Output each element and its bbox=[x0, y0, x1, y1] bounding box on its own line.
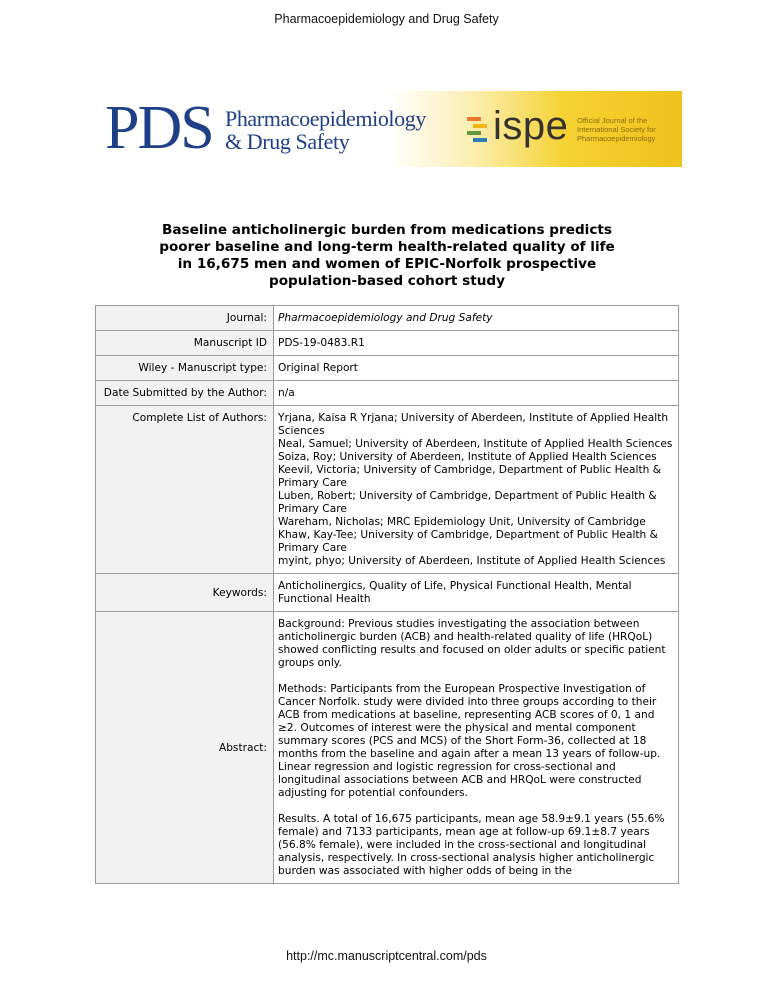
ispe-tagline bbox=[577, 116, 681, 143]
journal-value: Pharmacoepidemiology and Drug Safety bbox=[274, 306, 679, 331]
abstract-body bbox=[274, 612, 679, 884]
title-line: Baseline anticholinergic burden from medications predicts bbox=[161, 222, 612, 238]
ispe-tagline-line: Official Journal of the bbox=[577, 116, 648, 125]
abstract-background: Background: Previous studies investigating the association between anticholinergic burden (ACB) and health-related quality of life (HRQoL) showed conflicting results and focused on older adults or specific patient groups only. bbox=[278, 618, 666, 669]
author-entry: Wareham, Nicholas; MRC Epidemiology Unit, University of Cambridge bbox=[278, 516, 646, 528]
manuscript-id-label: Manuscript ID bbox=[96, 331, 274, 356]
abstract-methods: Methods: Participants from the European Prospective Investigation of Cancer Norfolk. study were divided into three groups according to their ACB from medications at baseline, representing ACB scores of 0, 1 and ≥2. Outcomes of interest were the physical and mental component summary scores (PCS and MCS) of the Short Form-36, collected at 18 months from the baseline and again after a mean 13 years of follow-up. Linear regression and logistic regression for cross-sectional and longitudinal associations between ACB and HRQoL were constructed adjusting for potential confounders. bbox=[278, 683, 661, 799]
author-entry: myint, phyo; University of Aberdeen, Institute of Applied Health Sciences bbox=[278, 555, 666, 567]
author-entry: Soiza, Roy; University of Aberdeen, Institute of Applied Health Sciences bbox=[278, 451, 657, 463]
journal-name bbox=[225, 107, 426, 153]
abstract-results: Results. A total of 16,675 participants, mean age 58.9±9.1 years (55.6% female) and 7133 participants, mean age at follow-up 69.1±8.7 years (56.8% female), were included in the cross-sectional and longitudinal analysis, respectively. In cross-sectional analysis higher anticholinergic burden was associated with higher odds of being in the bbox=[278, 813, 665, 877]
author-entry: Keevil, Victoria; University of Cambridge, Department of Public Health & Primary Care bbox=[278, 464, 661, 489]
ispe-tagline-line: Pharmacoepidemiology bbox=[577, 134, 656, 143]
manuscript-metadata-table bbox=[95, 305, 679, 884]
keywords-row bbox=[96, 574, 679, 612]
keywords-label: Keywords: bbox=[96, 574, 274, 612]
title-line: in 16,675 men and women of EPIC-Norfolk prospective bbox=[177, 256, 597, 272]
journal-row bbox=[96, 306, 679, 331]
author-entry: Neal, Samuel; University of Aberdeen, Institute of Applied Health Sciences bbox=[278, 438, 673, 450]
ispe-logo: ispe bbox=[493, 104, 569, 148]
date-submitted-value: n/a bbox=[274, 381, 679, 406]
authors-row bbox=[96, 406, 679, 574]
journal-banner bbox=[95, 91, 682, 167]
date-submitted-row bbox=[96, 381, 679, 406]
authors-label: Complete List of Authors: bbox=[96, 406, 274, 574]
author-entry: Luben, Robert; University of Cambridge, Department of Public Health & Primary Care bbox=[278, 490, 657, 515]
journal-label: Journal: bbox=[96, 306, 274, 331]
journal-name-line1: Pharmacoepidemiology bbox=[225, 106, 426, 131]
running-head: Pharmacoepidemiology and Drug Safety bbox=[274, 12, 499, 26]
pds-logo: PDS bbox=[105, 94, 213, 162]
manuscript-type-label: Wiley - Manuscript type: bbox=[96, 356, 274, 381]
footer-url: http://mc.manuscriptcentral.com/pds bbox=[286, 949, 487, 963]
keywords-value: Anticholinergics, Quality of Life, Physical Functional Health, Mental Functional Health bbox=[274, 574, 679, 612]
manuscript-id-row bbox=[96, 331, 679, 356]
manuscript-type-value: Original Report bbox=[274, 356, 679, 381]
ispe-tagline-line: International Society for bbox=[577, 125, 656, 134]
article-title bbox=[96, 222, 678, 290]
author-entry: Yrjana, Kaisa R Yrjana; University of Aberdeen, Institute of Applied Health Sciences bbox=[278, 412, 669, 437]
author-entry: Khaw, Kay-Tee; University of Cambridge, Department of Public Health & Primary Care bbox=[278, 529, 658, 554]
journal-name-line2: & Drug Safety bbox=[225, 129, 350, 154]
date-submitted-label: Date Submitted by the Author: bbox=[96, 381, 274, 406]
title-line: population-based cohort study bbox=[268, 273, 505, 289]
authors-list bbox=[274, 406, 679, 574]
abstract-row bbox=[96, 612, 679, 884]
abstract-label: Abstract: bbox=[96, 612, 274, 884]
manuscript-type-row bbox=[96, 356, 679, 381]
title-line: poorer baseline and long-term health-related quality of life bbox=[159, 239, 615, 255]
ispe-bars-icon bbox=[467, 115, 489, 145]
manuscript-id-value: PDS-19-0483.R1 bbox=[274, 331, 679, 356]
